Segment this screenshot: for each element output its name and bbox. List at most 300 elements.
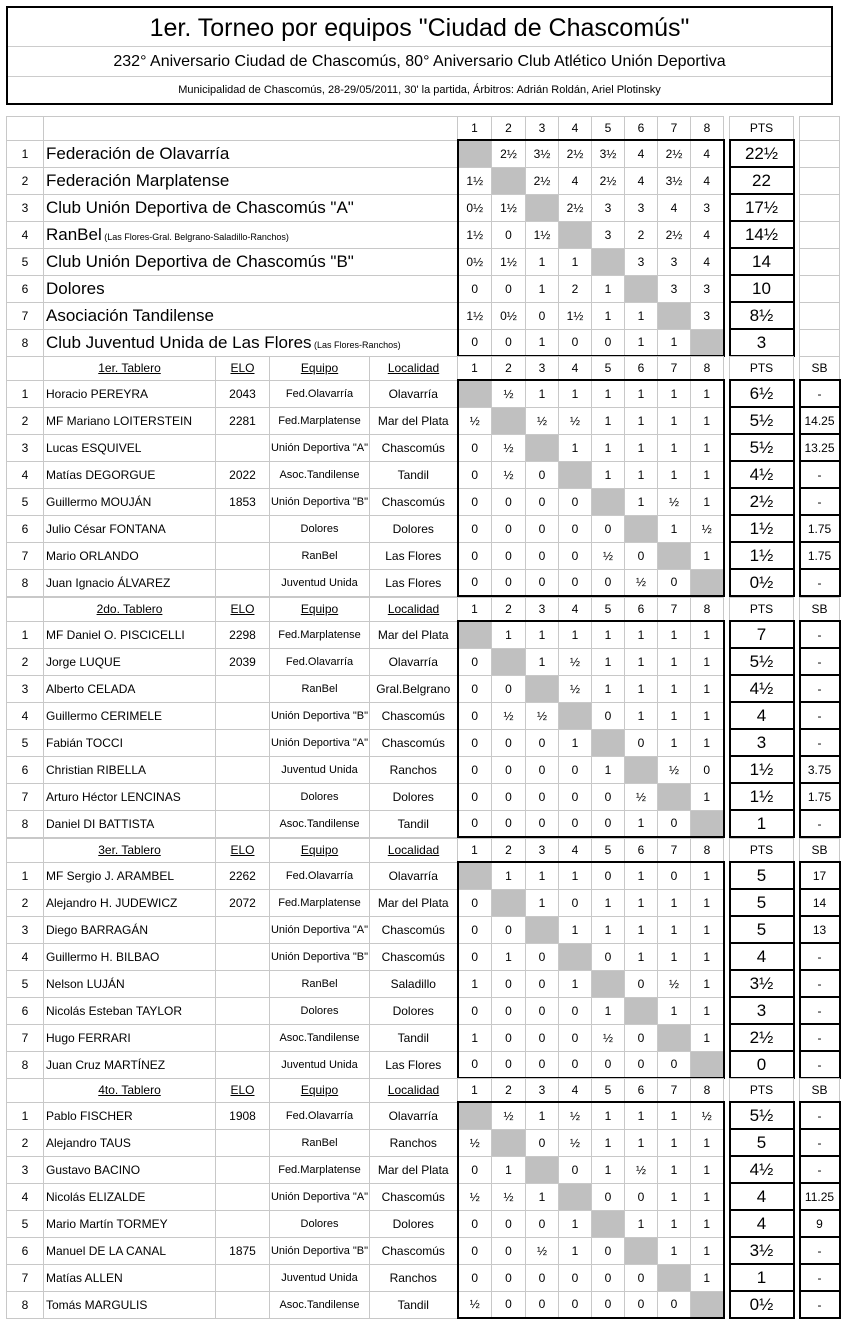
player-row [7,1183,840,1210]
result-cell: 0 [526,1051,559,1078]
blank [800,167,840,194]
result-cell: 3 [691,275,724,302]
player-name: Matías ALLEN [44,1264,216,1291]
player-points: 0½ [730,1291,794,1318]
result-cell: 0 [492,329,526,356]
player-rank: 5 [7,729,44,756]
player-rank: 6 [7,997,44,1024]
result-cell: ½ [458,1291,492,1318]
team-header: Equipo [270,1079,370,1103]
team-name-text: Asociación Tandilense [46,305,214,325]
diagonal-cell [625,756,658,783]
result-cell: ½ [559,407,592,434]
player-locality: Ranchos [370,1129,458,1156]
player-team: Fed.Olavarría [270,1102,370,1129]
locality-header: Localidad [370,839,458,863]
player-sb: 17 [800,862,840,889]
team-name-text: Dolores [46,278,105,298]
player-locality: Chascomús [370,434,458,461]
team-points: 22 [730,167,794,194]
player-name: MF Mariano LOITERSTEIN [44,407,216,434]
result-cell: 0 [492,810,526,837]
result-cell: ½ [492,461,526,488]
result-cell: 4 [625,167,658,194]
player-elo [216,970,270,997]
team-name [44,140,458,167]
player-sb: 1.75 [800,542,840,569]
result-cell: ½ [625,1156,658,1183]
result-cell: 0 [526,1291,559,1318]
result-cell: 1 [559,380,592,407]
player-locality: Olavarría [370,862,458,889]
result-cell: 1 [559,1237,592,1264]
result-cell: 0 [492,569,526,596]
player-rank: 1 [7,862,44,889]
player-elo: 2262 [216,862,270,889]
player-points: 1½ [730,542,794,569]
board-table-header [7,357,840,381]
result-cell: 1 [592,434,625,461]
player-team: RanBel [270,970,370,997]
player-sb: - [800,1264,840,1291]
player-points: 4½ [730,461,794,488]
col-number: 8 [691,1079,724,1103]
col-number: 6 [625,1079,658,1103]
result-cell: 0 [526,810,559,837]
col-number: 5 [592,839,625,863]
player-points: 4½ [730,675,794,702]
player-rank: 2 [7,1129,44,1156]
result-cell: 3 [592,221,625,248]
player-team: Dolores [270,997,370,1024]
result-cell: 0 [592,1264,625,1291]
player-rank: 4 [7,1183,44,1210]
result-cell: 0 [458,1237,492,1264]
player-name: Pablo FISCHER [44,1102,216,1129]
team-points: 10 [730,275,794,302]
result-cell: 1 [691,1183,724,1210]
team-rank: 5 [7,248,44,275]
player-locality: Chascomús [370,943,458,970]
result-cell: 1 [625,862,658,889]
result-cell: 2½ [658,140,691,167]
diagonal-cell [625,275,658,302]
result-cell: 0 [458,943,492,970]
player-elo [216,916,270,943]
pts-header: PTS [730,117,794,141]
result-cell: 0 [492,221,526,248]
diagonal-cell [526,675,559,702]
result-cell: 0 [492,275,526,302]
result-cell: 1 [592,407,625,434]
diagonal-cell [526,434,559,461]
diagonal-cell [592,488,625,515]
player-elo [216,729,270,756]
result-cell: 1 [625,488,658,515]
result-cell: 0 [559,1264,592,1291]
result-cell: ½ [526,407,559,434]
board-title: 4to. Tablero [44,1079,216,1103]
result-cell: ½ [691,1102,724,1129]
player-rank: 3 [7,675,44,702]
player-rank: 5 [7,1210,44,1237]
result-cell: 0 [492,1210,526,1237]
player-name: Matías DEGORGUE [44,461,216,488]
result-cell: 0 [458,997,492,1024]
player-name: Julio César FONTANA [44,515,216,542]
col-number: 4 [559,117,592,141]
diagonal-cell [526,916,559,943]
team-name-text: RanBel [46,224,102,244]
result-cell: 0 [492,1264,526,1291]
player-name: Daniel DI BATTISTA [44,810,216,837]
result-cell: 2½ [492,140,526,167]
result-cell: 0 [492,1291,526,1318]
result-cell: 0 [492,488,526,515]
result-cell: 1 [691,1210,724,1237]
result-cell: 1 [658,380,691,407]
result-cell: 0 [592,943,625,970]
result-cell: 1 [691,943,724,970]
player-name: Alberto CELADA [44,675,216,702]
player-elo [216,1024,270,1051]
player-team: RanBel [270,1129,370,1156]
player-elo [216,702,270,729]
col-number: 6 [625,117,658,141]
locality-header: Localidad [370,1079,458,1103]
player-rank: 5 [7,970,44,997]
result-cell: 0 [658,1291,691,1318]
player-sb: 14.25 [800,407,840,434]
player-sb: - [800,1156,840,1183]
result-cell: 0 [492,1024,526,1051]
player-points: 2½ [730,1024,794,1051]
result-cell: 1 [559,729,592,756]
result-cell: 4 [691,221,724,248]
player-team: Unión Deportiva "B" [270,1237,370,1264]
result-cell: ½ [492,434,526,461]
team-row [7,275,840,302]
team-row [7,302,840,329]
player-team: Fed.Olavarría [270,862,370,889]
result-cell: 1 [691,621,724,648]
diagonal-cell [658,1264,691,1291]
result-cell: 1 [625,810,658,837]
player-row [7,1264,840,1291]
result-cell: 0 [526,997,559,1024]
diagonal-cell [458,1102,492,1129]
player-elo: 2072 [216,889,270,916]
team-name [44,248,458,275]
result-cell: 1 [625,434,658,461]
player-points: 1½ [730,515,794,542]
result-cell: 0 [559,569,592,596]
result-cell: 0 [526,461,559,488]
result-cell: 0 [592,1291,625,1318]
result-cell: 1 [559,248,592,275]
result-cell: 2 [625,221,658,248]
result-cell: 0 [625,970,658,997]
result-cell: 1 [691,488,724,515]
team-rank: 4 [7,221,44,248]
player-row [7,1102,840,1129]
diagonal-cell [592,970,625,997]
result-cell: 0 [592,810,625,837]
player-rank: 8 [7,569,44,596]
player-team: Juventud Unida [270,756,370,783]
result-cell: 2½ [526,167,559,194]
diagonal-cell [458,380,492,407]
player-row [7,1156,840,1183]
result-cell: 0 [559,515,592,542]
player-points: 5½ [730,434,794,461]
player-points: 4½ [730,1156,794,1183]
diagonal-cell [592,248,625,275]
player-sb: - [800,702,840,729]
result-cell: 1 [691,889,724,916]
pts-header: PTS [730,1079,794,1103]
team-name [44,275,458,302]
result-cell: 0 [526,1129,559,1156]
team-points: 14 [730,248,794,275]
header-blank [44,117,458,141]
blank [800,302,840,329]
result-cell: 0 [458,729,492,756]
player-elo [216,1264,270,1291]
player-elo [216,1051,270,1078]
result-cell: 1 [658,729,691,756]
team-name [44,302,458,329]
player-sb: - [800,1102,840,1129]
pts-header: PTS [730,357,794,381]
sb-header: SB [800,1079,840,1103]
result-cell: 0 [458,275,492,302]
player-row [7,407,840,434]
team-row [7,221,840,248]
player-locality: Dolores [370,997,458,1024]
result-cell: 0½ [492,302,526,329]
player-row [7,810,840,837]
result-cell: 2½ [559,140,592,167]
result-cell: 1 [658,1102,691,1129]
result-cell: 1 [691,380,724,407]
player-elo: 1875 [216,1237,270,1264]
diagonal-cell [691,1051,724,1078]
player-points: 1 [730,810,794,837]
col-number: 1 [458,117,492,141]
result-cell: 0 [559,997,592,1024]
player-row [7,515,840,542]
col-number: 3 [526,1079,559,1103]
col-number: 7 [658,598,691,622]
player-row [7,434,840,461]
player-locality: Mar del Plata [370,621,458,648]
result-cell: 0 [492,729,526,756]
player-points: 0½ [730,569,794,596]
result-cell: 0 [526,1210,559,1237]
result-cell: 0 [526,756,559,783]
team-name [44,221,458,248]
result-cell: ½ [458,1129,492,1156]
player-locality: Las Flores [370,542,458,569]
blank [800,221,840,248]
result-cell: 0 [592,862,625,889]
result-cell: 1 [625,675,658,702]
player-name: Diego BARRAGÁN [44,916,216,943]
player-row [7,862,840,889]
result-cell: 3½ [526,140,559,167]
result-cell: ½ [458,407,492,434]
result-cell: 0 [658,862,691,889]
result-cell: 1 [625,461,658,488]
player-rank: 8 [7,1051,44,1078]
player-elo [216,997,270,1024]
player-sb: 3.75 [800,756,840,783]
player-elo [216,1291,270,1318]
result-cell: 1 [658,407,691,434]
team-name [44,329,458,356]
player-elo [216,756,270,783]
player-name: Nicolás Esteban TAYLOR [44,997,216,1024]
player-elo [216,1156,270,1183]
col-number: 6 [625,839,658,863]
board-title: 1er. Tablero [44,357,216,381]
elo-header: ELO [216,1079,270,1103]
result-cell: 0 [559,329,592,356]
result-cell: 0 [526,970,559,997]
col-number: 6 [625,357,658,381]
result-cell: 1 [658,434,691,461]
player-rank: 6 [7,515,44,542]
col-number: 7 [658,357,691,381]
result-cell: 2½ [559,194,592,221]
player-rank: 4 [7,702,44,729]
col-number: 8 [691,117,724,141]
result-cell: 3 [592,194,625,221]
player-locality: Saladillo [370,970,458,997]
result-cell: 0 [592,569,625,596]
player-points: 5½ [730,648,794,675]
result-cell: 1 [592,648,625,675]
player-rank: 5 [7,488,44,515]
player-row [7,1129,840,1156]
player-sb: 13 [800,916,840,943]
team-name [44,194,458,221]
player-rank: 3 [7,434,44,461]
player-row [7,675,840,702]
result-cell: 0 [592,329,625,356]
diagonal-cell [492,648,526,675]
team-row [7,248,840,275]
player-points: 5 [730,916,794,943]
diagonal-cell [691,810,724,837]
player-locality: Ranchos [370,1264,458,1291]
result-cell: 0 [592,1051,625,1078]
result-cell: 0 [526,302,559,329]
player-name: Nicolás ELIZALDE [44,1183,216,1210]
result-cell: 0 [691,756,724,783]
col-number: 4 [559,1079,592,1103]
result-cell: ½ [658,970,691,997]
result-cell: 3 [625,248,658,275]
col-number: 2 [492,839,526,863]
result-cell: ½ [559,675,592,702]
player-sb: - [800,943,840,970]
team-rank: 8 [7,329,44,356]
col-number: 3 [526,117,559,141]
diagonal-cell [458,862,492,889]
result-cell: 1 [592,621,625,648]
player-rank: 6 [7,756,44,783]
result-cell: 4 [559,167,592,194]
result-cell: 0 [592,515,625,542]
result-cell: 0 [458,569,492,596]
result-cell: ½ [625,569,658,596]
diagonal-cell [559,221,592,248]
result-cell: 1 [625,943,658,970]
col-number: 4 [559,839,592,863]
result-cell: 0 [559,783,592,810]
player-sb: 14 [800,889,840,916]
result-cell: 1 [492,1156,526,1183]
blank [800,140,840,167]
result-cell: 1 [592,889,625,916]
diagonal-cell [458,140,492,167]
result-cell: 1 [691,970,724,997]
player-team: Asoc.Tandilense [270,461,370,488]
result-cell: 0 [658,569,691,596]
player-team: RanBel [270,675,370,702]
team-rank: 6 [7,275,44,302]
player-locality: Chascomús [370,702,458,729]
result-cell: 0 [559,1156,592,1183]
team-name-text: Club Juventud Unida de Las Flores [46,332,312,352]
player-rank: 1 [7,380,44,407]
result-cell: 1 [691,648,724,675]
result-cell: 0 [458,1264,492,1291]
player-team: Fed.Marplatense [270,1156,370,1183]
result-cell: 3 [691,302,724,329]
team-row [7,167,840,194]
result-cell: 0 [458,810,492,837]
blank [800,275,840,302]
result-cell: 0 [526,1024,559,1051]
result-cell: 0 [458,461,492,488]
result-cell: 1 [592,756,625,783]
result-cell: 1 [559,434,592,461]
diagonal-cell [559,461,592,488]
player-elo: 1908 [216,1102,270,1129]
player-name: Guillermo CERIMELE [44,702,216,729]
player-points: 5 [730,889,794,916]
result-cell: 0 [458,916,492,943]
player-name: Juan Ignacio ÁLVAREZ [44,569,216,596]
result-cell: ½ [492,1183,526,1210]
player-sb: - [800,675,840,702]
result-cell: ½ [492,702,526,729]
col-number: 5 [592,117,625,141]
player-row [7,542,840,569]
header-blank [7,117,44,141]
result-cell: 1 [526,1183,559,1210]
player-team: Fed.Marplatense [270,621,370,648]
result-cell: 1 [559,916,592,943]
player-name: Hugo FERRARI [44,1024,216,1051]
result-cell: 1 [592,302,625,329]
player-sb: - [800,488,840,515]
player-points: 1½ [730,783,794,810]
result-cell: 4 [691,248,724,275]
